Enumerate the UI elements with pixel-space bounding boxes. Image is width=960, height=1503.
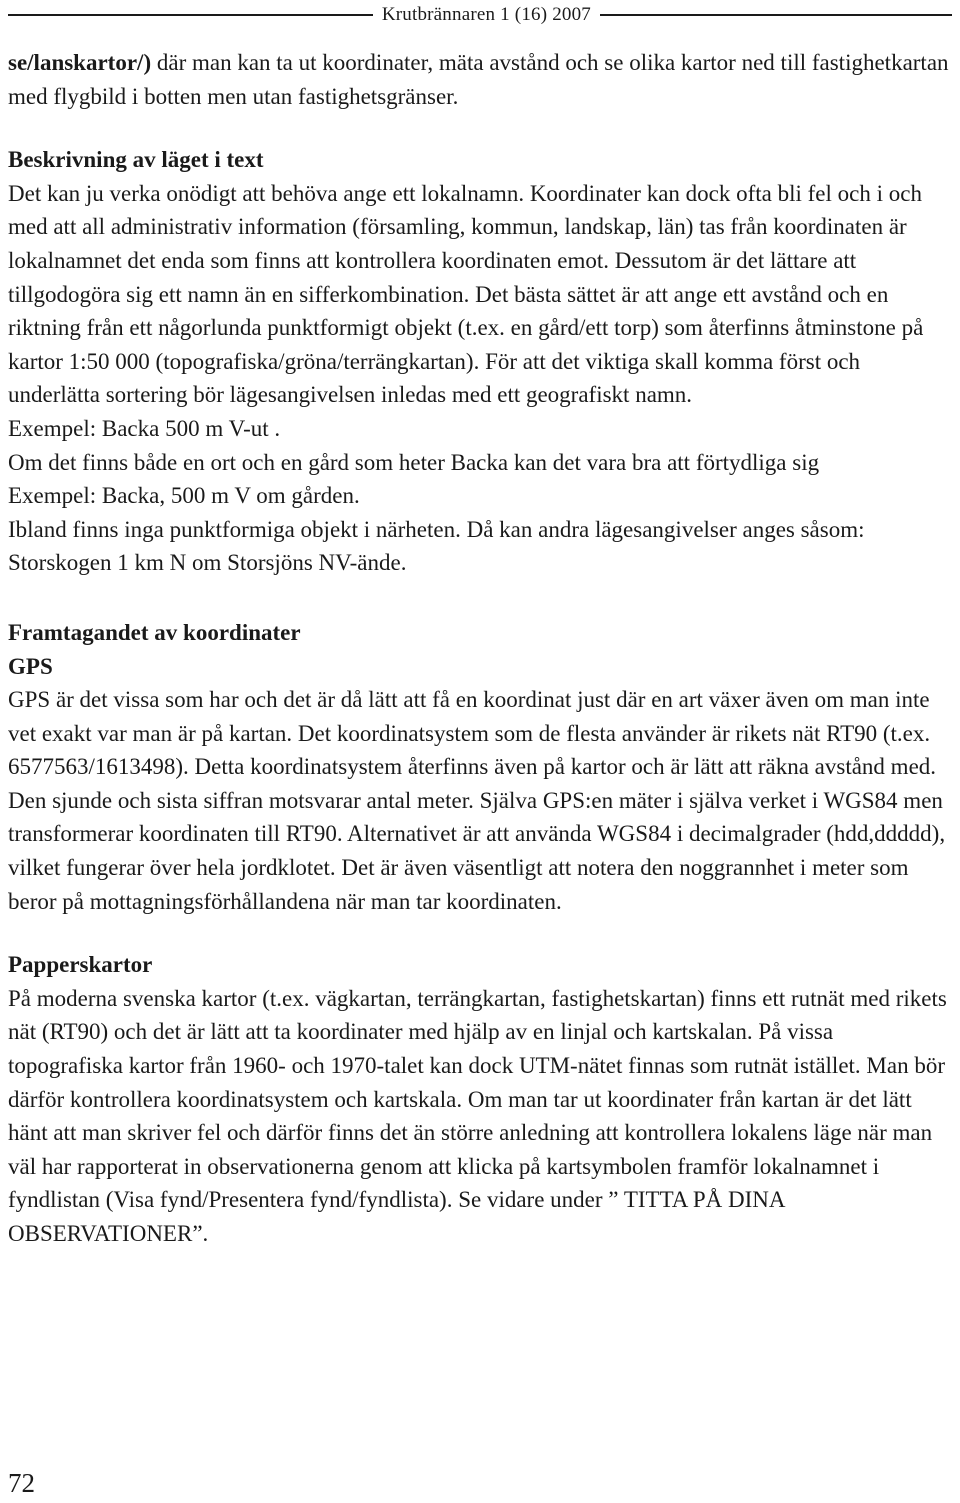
paper-maps-paragraph: På moderna svenska kartor (t.ex. vägkartan, terrängkartan, fastighetskartan) finns ett rutnät med rikets nät (RT90) och det är lätt att ta koordinater med hjälp av en linjal och kartskalan. På vissa topografiska kartor från 1960- och 1970-talet kan dock UTM-nätet finnas som rutnät istället. Man bör därför kontrollera koordinatsystem och kartskala. Om man tar ut koordinater från kartan är det lätt hänt att man skriver fel och därför finns det än större anledning att kontrollera lokalens läge när man väl har rapporterat in observationerna genom att klicka på kartsymbolen framför lokalnamnet i fyndlistan (Visa fynd/Presentera fynd/fyndlista). Se vidare under ” TITTA PÅ DINA OBSERVATIONER”. <box>8 985 947 1246</box>
location-paragraph-3: Ibland finns inga punktformiga objekt i närheten. Då kan andra lägesangivelser anges såsom: <box>8 516 865 542</box>
location-paragraph-1: Det kan ju verka onödigt att behöva ange ett lokalnamn. Koordinater kan dock ofta bli fel och i och med att all administrativ information (församling, kommun, landskap, län) tas från koordinaten är lokalnamnet det enda som finns att kontrollera koordinaten emot. Dessutom är det lättare att tillgodogöra sig ett namn än en sifferkombination. Det bästa sättet är att ange ett avstånd och en riktning från ett någorlunda punktformigt objekt (t.ex. en gård/ett torp) som återfinns åtminstone på kartor 1:50 000 (topografiska/gröna/terrängkartan). För att det viktiga skall komma först och underlätta sortering bör lägesangivelsen inledas med ett geografiskt namn. <box>8 180 924 408</box>
gps-paragraph: GPS är det vissa som har och det är då lätt att få en koordinat just där en art växer även om man inte vet exakt var man är på kartan. Det koordinatsystem som de flesta använder är rikets nät RT90 (t.ex. 6577563/1613498). Detta koordinatsystem återfinns även på kartor och är lätt att räkna avstånd med. Den sjunde och sista siffran motsvarar antal meter. Själva GPS:en mäter i själva verket i WGS84 men transformerar koordinaten till RT90. Alternativet är att använda WGS84 i decimalgrader (hdd,ddddd), vilket fungerar över hela jordklotet. Det är även väsentligt att notera den noggrannhet i meter som beror på mottagningsförhållandena när man tar koordinaten. <box>8 687 946 914</box>
header-rule-right <box>600 14 952 16</box>
location-heading: Beskrivning av läget i text <box>8 147 264 173</box>
intro-url-fragment: se/lanskartor/) <box>8 50 152 75</box>
paper-maps-heading: Papperskartor <box>8 952 153 978</box>
running-title: Krutbrännaren 1 (16) 2007 <box>381 4 591 25</box>
intro-paragraph <box>8 46 953 113</box>
header-rule-left <box>8 14 373 16</box>
coordinates-heading: Framtagandet av koordinater <box>8 619 301 645</box>
spacer <box>8 580 953 616</box>
page-number: 72 <box>8 1468 35 1498</box>
location-example-1: Exempel: Backa 500 m V-ut . <box>8 415 281 441</box>
spacer <box>8 113 953 143</box>
location-example-2: Exempel: Backa, 500 m V om gården. <box>8 483 360 509</box>
intro-text: där man kan ta ut koordinater, mäta avstånd och se olika kartor ned till fastighetkartan med flygbild i botten men utan fastighetsgränser. <box>8 50 949 109</box>
running-header <box>0 0 960 30</box>
gps-heading: GPS <box>8 653 53 679</box>
location-paragraph-2: Om det finns både en ort och en gård som heter Backa kan det vara bra att förtydliga sig <box>8 449 820 475</box>
location-example-3: Storskogen 1 km N om Storsjöns NV-ände. <box>8 550 407 576</box>
page-body <box>8 46 953 1251</box>
spacer <box>8 918 953 948</box>
